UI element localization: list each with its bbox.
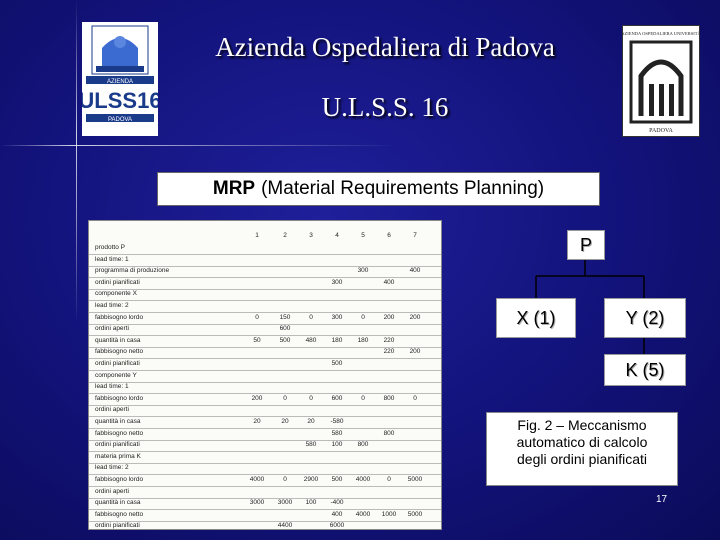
table-cell: 20 xyxy=(253,418,261,425)
table-cell: 0 xyxy=(387,476,391,483)
table-cell: 0 xyxy=(309,313,313,321)
table-cell: 600 xyxy=(279,325,291,333)
table-cell: 0 xyxy=(309,394,313,402)
table-cell: 0 xyxy=(283,394,287,402)
table-cell: 180 xyxy=(331,336,343,344)
table-cell: 220 xyxy=(383,336,395,344)
table-cell: 300 xyxy=(331,313,343,321)
row-label: ordini pianificati xyxy=(95,360,140,367)
table-cell: 580 xyxy=(331,429,343,437)
period-header-cell: 6 xyxy=(387,232,391,239)
tree-node-k: K (5) xyxy=(604,354,686,386)
tree-node-p: P xyxy=(567,230,605,260)
mrp-bold-label: MRP xyxy=(212,178,256,199)
logo-right-top-text: AZIENDA OSPEDALIERA UNIVERSITÀ xyxy=(623,31,699,36)
table-cell: 4400 xyxy=(277,522,293,530)
page-number: 17 xyxy=(656,494,668,505)
table-cell: -400 xyxy=(330,499,344,507)
page-title: Azienda Ospedaliera di Padova xyxy=(215,32,555,62)
table-cell: 800 xyxy=(357,441,369,449)
table-cell: 200 xyxy=(409,313,421,321)
table-cell: 5000 xyxy=(407,510,423,518)
table-cell: 800 xyxy=(383,394,395,402)
caption-line-2: automatico di calcolo xyxy=(516,434,648,450)
caption-line-3: degli ordini pianificati xyxy=(517,451,647,467)
logo-left-main-text: ULSS16 xyxy=(82,88,158,113)
table-cell: 220 xyxy=(383,348,395,356)
logo-left-top-text: AZIENDA xyxy=(106,79,134,85)
row-label: fabbisogno netto xyxy=(95,348,144,356)
table-cell: 300 xyxy=(331,278,343,286)
period-header-cell: 2 xyxy=(283,232,287,239)
table-cell: 200 xyxy=(251,394,263,402)
period-header-cell: 7 xyxy=(413,232,417,239)
period-header-cell: 4 xyxy=(335,232,339,239)
logo-left-bottom-text: PADOVA xyxy=(107,117,133,123)
row-label: fabbisogno lordo xyxy=(95,313,144,321)
row-label: fabbisogno netto xyxy=(95,429,144,437)
row-label: lead time: 2 xyxy=(95,464,129,472)
table-cell: 3000 xyxy=(249,499,265,507)
table-cell: 3000 xyxy=(277,499,293,507)
table-cell: 500 xyxy=(331,476,343,483)
table-cell: 4000 xyxy=(355,476,371,483)
table-cell: 480 xyxy=(305,336,317,344)
table-cell: -580 xyxy=(330,418,344,425)
row-label: fabbisogno netto xyxy=(95,510,144,518)
table-cell: 4000 xyxy=(355,510,371,518)
logo-right-bottom-text: PADOVA xyxy=(649,128,673,134)
table-cell: 6000 xyxy=(329,522,345,530)
row-label: ordini aperti xyxy=(95,406,129,414)
table-cell: 200 xyxy=(383,313,395,321)
figure-caption xyxy=(486,412,678,486)
row-label: lead time: 1 xyxy=(95,383,129,391)
table-cell: 800 xyxy=(383,429,395,437)
period-header-cell: 3 xyxy=(309,232,313,239)
table-cell: 1000 xyxy=(381,510,397,518)
row-label: ordini pianificati xyxy=(95,441,140,449)
row-label: lead time: 1 xyxy=(95,255,129,263)
table-cell: 20 xyxy=(281,418,289,425)
table-cell: 2900 xyxy=(303,476,319,483)
row-label: componente Y xyxy=(95,371,137,379)
table-cell: 300 xyxy=(357,267,369,275)
row-label: ordini aperti xyxy=(95,487,129,495)
period-header-cell: 5 xyxy=(361,232,365,239)
table-cell: 4000 xyxy=(249,476,265,483)
row-label: ordini pianificati xyxy=(95,278,140,286)
table-cell: 100 xyxy=(305,499,317,507)
table-cell: 600 xyxy=(331,394,343,402)
table-cell: 580 xyxy=(305,441,317,449)
table-cell: 100 xyxy=(331,441,343,449)
table-cell: 150 xyxy=(279,313,291,321)
table-cell: 0 xyxy=(283,476,287,483)
table-cell: 400 xyxy=(409,267,421,275)
caption-line-1: Fig. 2 – Meccanismo xyxy=(517,417,647,433)
table-cell: 0 xyxy=(255,313,259,321)
row-label: ordini pianificati xyxy=(95,522,140,530)
tree-node-x: X (1) xyxy=(496,298,576,338)
row-label: prodotto P xyxy=(95,244,125,251)
table-cell: 5000 xyxy=(407,476,423,483)
table-cell: 0 xyxy=(413,394,417,402)
period-header-cell: 1 xyxy=(255,232,259,239)
tree-node-y: Y (2) xyxy=(604,298,686,338)
table-cell: 500 xyxy=(331,360,343,367)
row-label: quantità in casa xyxy=(95,418,141,425)
mrp-full-label: (Material Requirements Planning) xyxy=(261,178,545,199)
table-cell: 200 xyxy=(409,348,421,356)
row-label: fabbisogno lordo xyxy=(95,476,144,483)
table-cell: 50 xyxy=(253,336,261,344)
table-cell: 500 xyxy=(279,336,291,344)
table-cell: 180 xyxy=(357,336,369,344)
row-label: materia prima K xyxy=(95,452,141,460)
row-label: quantità in casa xyxy=(95,499,141,507)
table-cell: 400 xyxy=(383,278,395,286)
row-label: fabbisogno lordo xyxy=(95,394,144,402)
row-label: programma di produzione xyxy=(95,267,170,275)
table-cell: 20 xyxy=(307,418,315,425)
table-cell: 0 xyxy=(361,313,365,321)
row-label: lead time: 2 xyxy=(95,302,129,309)
page-subtitle: U.L.S.S. 16 xyxy=(321,92,449,122)
row-label: quantità in casa xyxy=(95,336,141,344)
table-cell: 0 xyxy=(361,394,365,402)
table-cell: 400 xyxy=(331,510,343,518)
row-label: ordini aperti xyxy=(95,325,129,333)
row-label: componente X xyxy=(95,290,137,298)
